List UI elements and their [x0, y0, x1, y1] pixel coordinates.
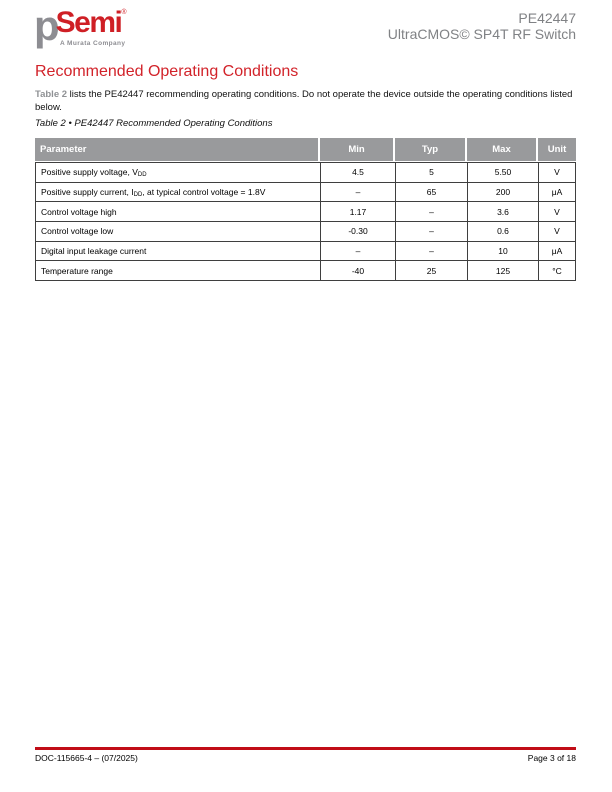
unit-cell: μA: [551, 187, 563, 198]
max-cell: 200: [468, 183, 539, 202]
max-cell: 5.50: [468, 163, 539, 182]
table-row: [36, 222, 575, 242]
unit-cell: V: [554, 167, 560, 178]
parameter-text: Positive supply current, I: [41, 187, 134, 198]
min-cell: 1.17: [321, 202, 396, 221]
footer-page-number: Page 3 of 18: [527, 753, 576, 763]
min-cell: -0.30: [321, 222, 396, 241]
parameter-text: Control voltage high: [41, 206, 117, 217]
logo-tagline: A Murata Company: [60, 40, 126, 47]
min-cell: –: [321, 242, 396, 261]
min-cell: –: [321, 183, 396, 202]
min-cell: 4.5: [321, 163, 396, 182]
operating-conditions-table: [35, 138, 576, 281]
table-row: [36, 242, 575, 262]
parameter-cell: [36, 242, 321, 261]
max-cell: 3.6: [468, 202, 539, 221]
table-header-row: [35, 138, 576, 161]
column-header-unit: Unit: [547, 144, 567, 155]
document-subtitle: UltraCMOS© SP4T RF Switch: [387, 26, 576, 42]
typ-cell: –: [396, 202, 468, 221]
footer-divider: [35, 747, 576, 750]
logo-p-glyph: p: [34, 2, 58, 49]
parameter-text: Temperature range: [41, 265, 113, 276]
max-cell: 10: [468, 242, 539, 261]
table-row: [36, 163, 575, 183]
parameter-cell: Positive supply current, I $_{DD}$ , at typical control voltage = 1.8V: [36, 183, 321, 202]
max-cell: 125: [468, 261, 539, 280]
unit-cell: °C: [552, 265, 562, 276]
unit-cell: μA: [551, 246, 563, 257]
typ-cell: –: [396, 222, 468, 241]
table-row: [36, 202, 575, 222]
column-header-parameter: Parameter: [35, 138, 320, 161]
max-cell: 0.6: [468, 222, 539, 241]
parameter-cell: Positive supply voltage, V $_{DD}$: [36, 163, 321, 182]
footer-doc-number: DOC-115665-4 – (07/2025): [35, 753, 138, 763]
document-header: [388, 10, 576, 43]
column-header-typ: Typ: [395, 138, 467, 161]
parameter-cell: [36, 222, 321, 241]
part-number: PE42447: [518, 10, 576, 26]
min-cell: -40: [321, 261, 396, 280]
typ-cell: 5: [396, 163, 468, 182]
column-header-min: Min: [320, 138, 395, 161]
table-caption: Table 2 • PE42447 Recommended Operating Conditions: [35, 118, 273, 129]
typ-cell: –: [396, 242, 468, 261]
parameter-cell: [36, 202, 321, 221]
table-body: [35, 162, 576, 281]
logo-semi-text: Semi: [55, 6, 122, 39]
unit-cell: V: [554, 206, 560, 217]
table-row: [36, 183, 575, 203]
registered-mark-icon: ®: [121, 9, 127, 16]
unit-cell: V: [554, 226, 560, 237]
section-title: Recommended Operating Conditions: [35, 63, 299, 80]
typ-cell: 25: [396, 261, 468, 280]
parameter-text: Control voltage low: [41, 226, 114, 237]
table2-crossref-link[interactable]: Table 2: [35, 89, 68, 100]
typ-cell: 65: [396, 183, 468, 202]
parameter-text-post: , at typical control voltage = 1.8V: [142, 187, 266, 198]
column-header-max: Max: [467, 138, 538, 161]
parameter-cell: [36, 261, 321, 280]
psemi-logo: [34, 2, 154, 54]
table-row: [36, 261, 575, 281]
intro-text: lists the PE42447 recommending operating conditions. Do not operate the device outside the operating conditions listed below.: [35, 89, 573, 113]
intro-paragraph: [35, 88, 576, 114]
parameter-text: Positive supply voltage, V: [41, 167, 138, 178]
parameter-text: Digital input leakage current: [41, 246, 147, 257]
